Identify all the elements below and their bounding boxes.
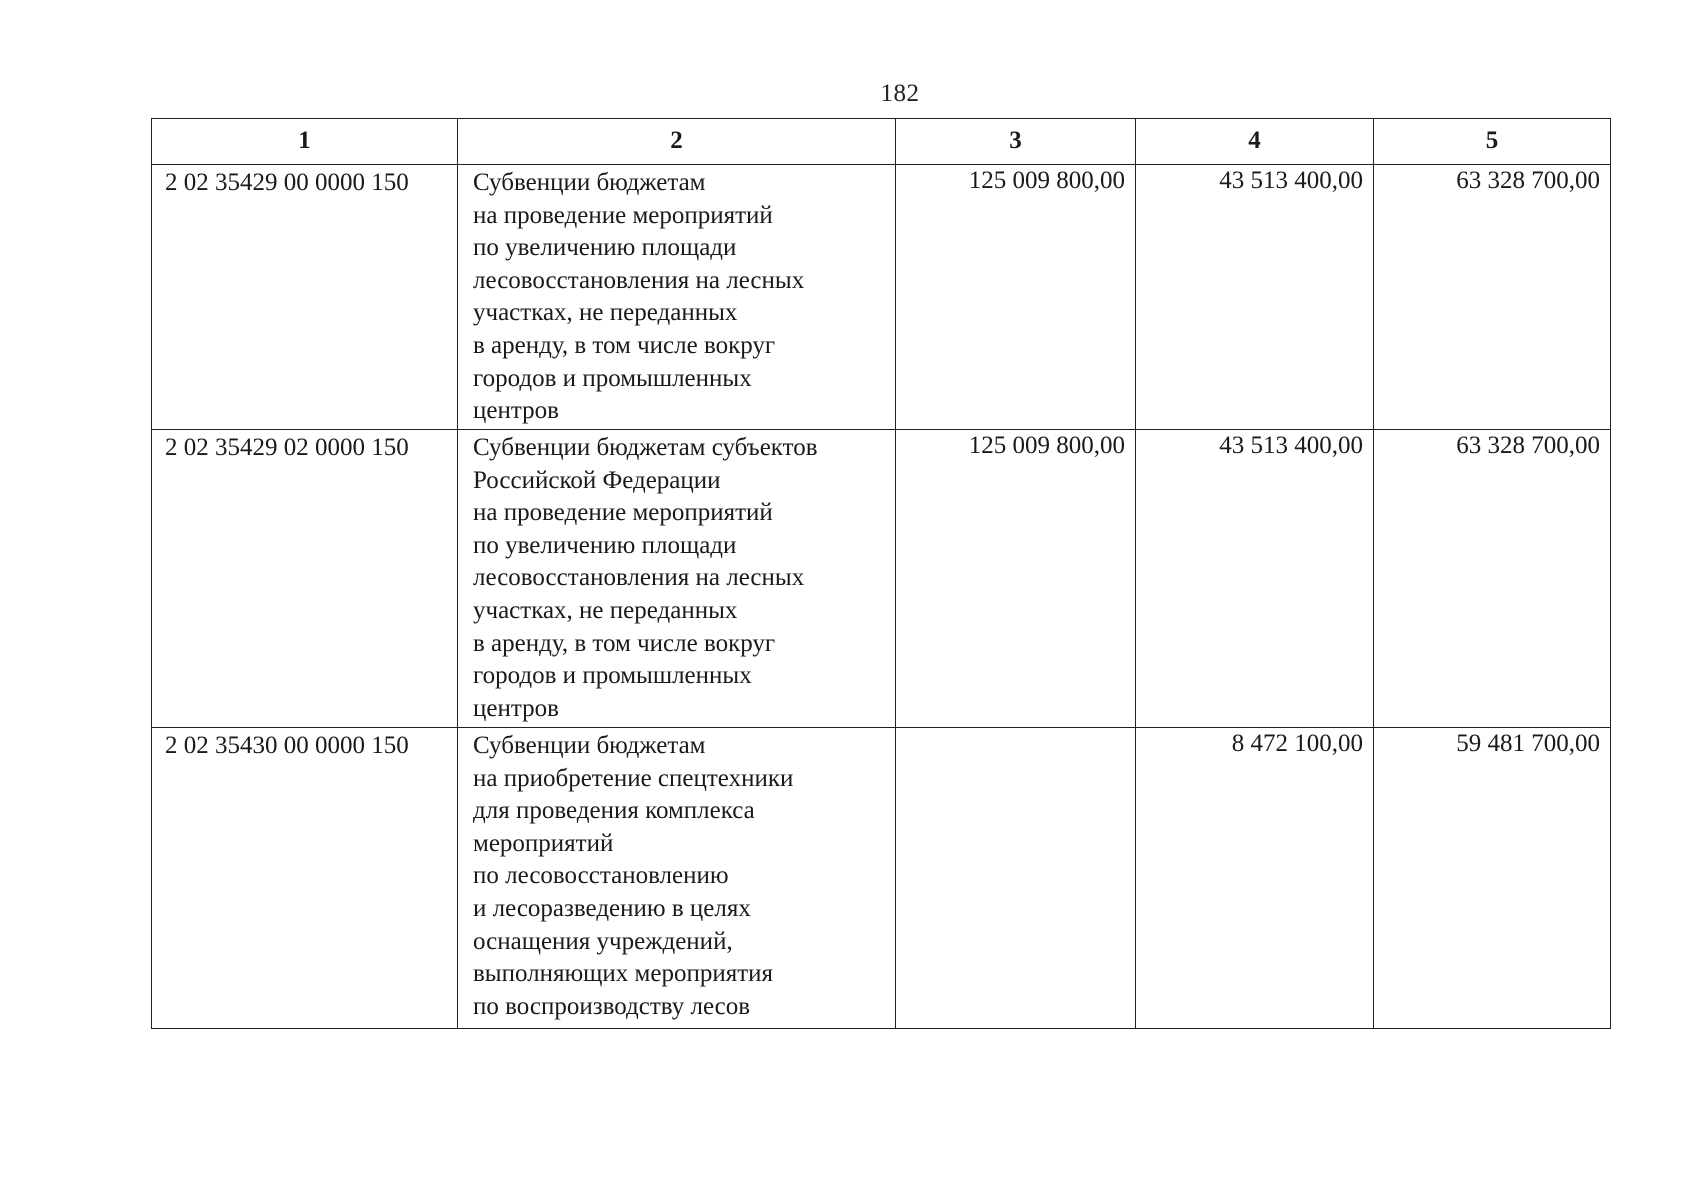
income-name-line: городов и промышленных — [473, 364, 752, 392]
income-name — [458, 430, 896, 728]
income-name-line: центров — [473, 694, 559, 722]
table-body — [152, 165, 1611, 1029]
amount-col-4: 43 513 400,00 — [1136, 430, 1374, 728]
income-name-line: лесовосстановления на лесных — [473, 266, 805, 294]
amount-col-3: 125 009 800,00 — [896, 430, 1136, 728]
table-row — [152, 165, 1611, 430]
amount-col-5: 63 328 700,00 — [1374, 430, 1611, 728]
amount-col-4: 43 513 400,00 — [1136, 165, 1374, 430]
amount-col-3 — [896, 728, 1136, 1029]
income-name-line: по увеличению площади — [473, 234, 737, 262]
income-name-line: на проведение мероприятий — [473, 499, 773, 527]
amount-col-5: 63 328 700,00 — [1374, 165, 1611, 430]
income-name-line: на приобретение спецтехники — [473, 764, 794, 792]
income-code: 2 02 35430 00 0000 150 — [152, 728, 458, 1029]
header-col-3: 3 — [896, 119, 1136, 165]
income-name — [458, 728, 896, 1029]
header-row — [152, 119, 1611, 165]
budget-table — [151, 118, 1611, 1029]
income-name — [458, 165, 896, 430]
income-name-line: по увеличению площади — [473, 531, 737, 559]
income-name-line: городов и промышленных — [473, 662, 752, 690]
income-code: 2 02 35429 02 0000 150 — [152, 430, 458, 728]
income-name-line: для проведения комплекса — [473, 797, 755, 825]
income-name-line: по лесовосстановлению — [473, 862, 729, 890]
amount-col-5: 59 481 700,00 — [1374, 728, 1611, 1029]
amount-col-3: 125 009 800,00 — [896, 165, 1136, 430]
income-name-line: выполняющих мероприятия — [473, 960, 774, 988]
income-code: 2 02 35429 00 0000 150 — [152, 165, 458, 430]
page-number: 182 — [880, 80, 920, 107]
header-col-1: 1 — [152, 119, 458, 165]
header-col-5: 5 — [1374, 119, 1611, 165]
income-name-line: центров — [473, 397, 559, 425]
income-name-line: и лесоразведению в целях — [473, 894, 751, 922]
header-col-4: 4 — [1136, 119, 1374, 165]
income-name-line: в аренду, в том числе вокруг — [473, 331, 776, 359]
income-name-line: Субвенции бюджетам — [473, 169, 706, 196]
table-header — [152, 119, 1611, 165]
table-row — [152, 728, 1611, 1029]
income-name-line: Российской Федерации — [473, 466, 721, 494]
header-col-2: 2 — [458, 119, 896, 165]
income-name-line: участках, не переданных — [473, 299, 738, 327]
income-name-line: оснащения учреждений, — [473, 927, 733, 955]
income-name-line: участках, не переданных — [473, 596, 738, 624]
table-row — [152, 430, 1611, 728]
income-name-line: Субвенции бюджетам субъектов — [473, 434, 818, 461]
income-name-line: по воспроизводству лесов — [473, 992, 751, 1020]
income-name-line: лесовосстановления на лесных — [473, 564, 805, 592]
income-name-line: мероприятий — [473, 829, 614, 857]
income-name-line: в аренду, в том числе вокруг — [473, 629, 776, 657]
income-name-line: Субвенции бюджетам — [473, 732, 706, 759]
income-name-line: на проведение мероприятий — [473, 201, 773, 229]
amount-col-4: 8 472 100,00 — [1136, 728, 1374, 1029]
